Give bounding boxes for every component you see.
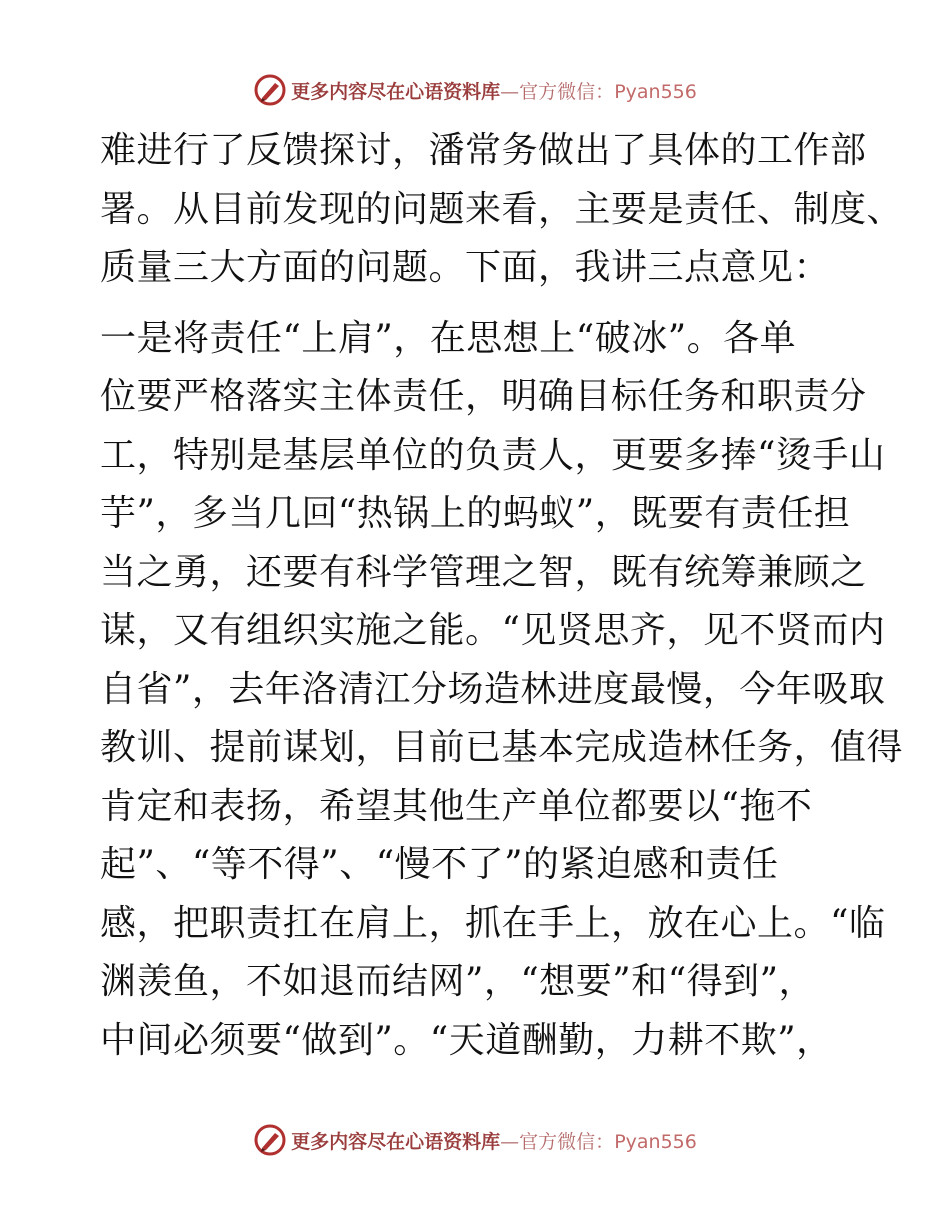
text-line: 工，特别是基层单位的负责人，更要多捧“烫手山 xyxy=(100,434,886,476)
pen-logo-icon xyxy=(253,1123,287,1157)
paragraph-1 xyxy=(100,122,904,298)
header-banner-slogan: 更多内容尽在心语资料库 xyxy=(291,80,501,103)
text-line: 难进行了反馈探讨，潘常务做出了具体的工作部 xyxy=(100,130,867,171)
paragraph-gap xyxy=(100,298,860,310)
document-body xyxy=(100,122,904,1070)
header-banner-text xyxy=(291,77,697,104)
header-wechat-label: 官方微信： xyxy=(519,80,615,103)
text-line: 自省”，去年洛清江分场造林进度最慢，今年吸取 xyxy=(100,668,886,710)
text-line: 感，把职责扛在肩上，抓在手上，放在心上。“临 xyxy=(100,902,886,944)
text-line: 教训、提前谋划，目前已基本完成造林任务，值得 xyxy=(100,727,904,768)
text-line: 肯定和表扬，希望其他生产单位都要以“拖不 xyxy=(100,785,813,827)
footer-banner-text xyxy=(291,1127,697,1154)
footer-banner-slogan: 更多内容尽在心语资料库 xyxy=(291,1130,501,1153)
text-line: 芋”，多当几回“热锅上的蚂蚁”，既要有责任担 xyxy=(100,493,851,534)
footer-wechat-label: 官方微信： xyxy=(519,1130,615,1153)
paragraph-2 xyxy=(100,310,904,1071)
text-line: 中间必须要“做到”。“天道酬勤，力耕不欺”， xyxy=(100,1019,833,1061)
text-line: 当之勇，还要有科学管理之智，既有统筹兼顾之 xyxy=(100,551,867,593)
text-line: 质量三大方面的问题。下面，我讲三点意见： xyxy=(100,247,831,288)
text-line: 谋，又有组织实施之能。“见贤思齐，见不贤而内 xyxy=(100,610,886,651)
text-line: 位要严格落实主体责任，明确目标任务和职责分 xyxy=(100,376,867,417)
text-line: 起”、“等不得”、“慢不了”的紧迫感和责任 xyxy=(100,844,779,885)
header-wechat-id: Pyan556 xyxy=(614,80,697,103)
footer-banner-dash: — xyxy=(500,1130,520,1153)
footer-wechat-id: Pyan556 xyxy=(614,1130,697,1153)
text-line: 一是将责任“上肩”，在思想上“破冰”。各单 xyxy=(100,317,797,359)
header-banner xyxy=(0,70,950,110)
pen-logo-icon xyxy=(253,73,287,107)
text-line: 署。从目前发现的问题来看，主要是责任、制度、 xyxy=(100,188,904,230)
text-line: 渊羡鱼，不如退而结网”，“想要”和“得到”， xyxy=(100,961,816,1002)
header-banner-dash: — xyxy=(500,80,520,103)
footer-banner xyxy=(0,1120,950,1160)
